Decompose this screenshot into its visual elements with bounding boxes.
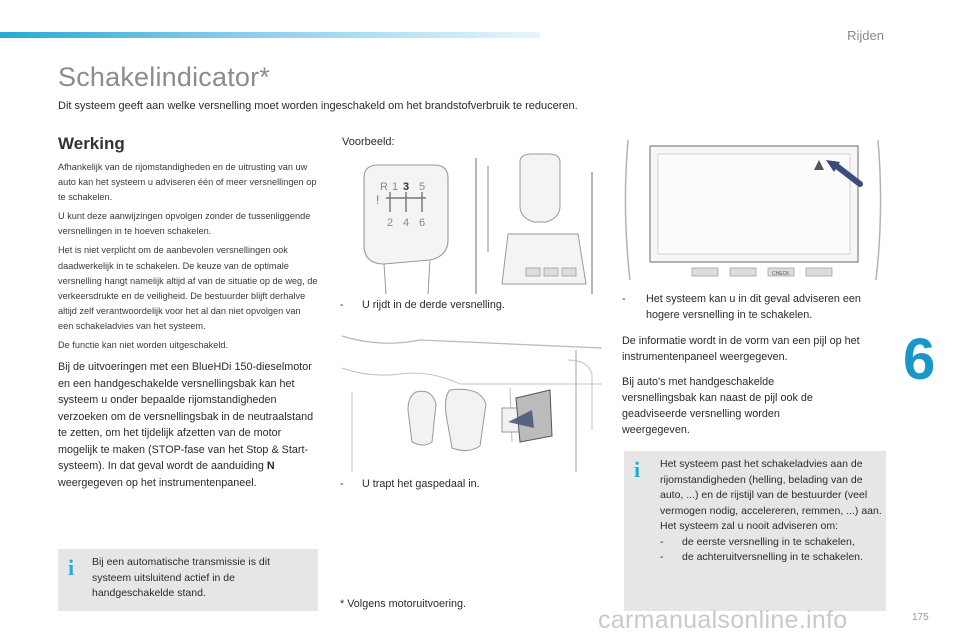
page-title: Schakelindicator*	[58, 62, 271, 92]
werking-paragraph-3: Het is niet verplicht om de aanbevolen versnellingen ook daadwerkelijk in te schakelen. De keuze van de optimale versnelling hangt namelijk altijd af van de situatie op de weg, de verkeersdrukte en de veiligheid. De bestuurder blijft derhalve altijd zelf verantwoordelijk voor het al dan niet opvolgen van een schakeladvies van het systeem.	[58, 245, 318, 331]
pedals-illustration	[340, 330, 602, 472]
caption-accelerator	[340, 478, 480, 490]
bluehdi-text-end: weergegeven op het instrumentenpaneel.	[58, 476, 257, 489]
bluehdi-n-indicator: N	[266, 460, 275, 473]
caption-third-gear	[340, 299, 505, 311]
arrow-info-paragraph: De informatie wordt in de vorm van een pijl op het instrumentenpaneel weergegeven.	[622, 335, 860, 363]
bluehdi-paragraph	[58, 359, 318, 491]
info-adaptive-item-2-text: de achteruitversnelling in te schakelen.	[682, 551, 863, 563]
gear-label-1: 1	[392, 181, 399, 193]
gear-lever-illustration	[340, 152, 602, 294]
info-adaptive-line-2: Het systeem zal u nooit adviseren om:	[660, 520, 838, 532]
check-button-label: CHECK	[772, 271, 790, 277]
instrument-panel-illustration	[622, 140, 884, 280]
gear-label-r: R	[380, 181, 388, 193]
gear-knob-drawing	[340, 152, 602, 294]
info-box-adaptive	[624, 451, 886, 611]
werking-paragraph-2: U kunt deze aanwijzingen opvolgen zonder de tussenliggende versnellingen in te hoeven schakelen.	[58, 211, 311, 237]
section-label: Rijden	[847, 28, 884, 43]
gear-label-4: 4	[403, 217, 410, 229]
gear-label-excl: !	[376, 193, 380, 207]
pedals-drawing	[340, 330, 602, 472]
footnote: * Volgens motoruitvoering.	[340, 598, 467, 610]
werking-heading: Werking	[58, 134, 125, 153]
info-box-automatic	[58, 549, 318, 611]
caption-accelerator-text: U trapt het gaspedaal in.	[362, 478, 480, 490]
gear-label-3: 3	[403, 181, 410, 193]
instrument-panel-drawing	[622, 140, 884, 280]
info-icon: i	[634, 457, 641, 482]
werking-column	[58, 134, 318, 491]
intro-text: Dit systeem geeft aan welke versnelling moet worden ingeschakeld om het brandstofverbruik te reduceren.	[58, 100, 578, 112]
gear-label-2: 2	[387, 217, 394, 229]
caption-dash: -	[340, 478, 344, 490]
header-accent-bar	[0, 32, 540, 38]
page-number: 175	[912, 612, 929, 623]
info-icon: i	[68, 555, 75, 580]
manual-gearbox-paragraph: Bij auto's met handgeschakelde versnellingsbak kan naast de pijl ook de geadviseerde versnelling worden weergegeven.	[622, 376, 813, 436]
info-adaptive-item-2	[660, 550, 882, 566]
werking-paragraph-1: Afhankelijk van de rijomstandigheden en de uitrusting van uw auto kan het systeem u adviseren één of meer versnellingen op te schakelen.	[58, 162, 317, 203]
werking-paragraph-4: De functie kan niet worden uitgeschakeld.	[58, 340, 229, 351]
caption-higher-gear	[622, 291, 884, 323]
info-adaptive-item-1	[660, 535, 882, 551]
watermark: carmanualsonline.info	[598, 606, 848, 634]
bluehdi-text: Bij de uitvoeringen met een BlueHDi 150-dieselmotor en een handgeschakelde versnellingsbak kan het systeem u onder bepaalde rijomstandigheden verzoeken om de versnellingsbak in de neutraalstand te zetten, om het tijdelijk afzetten van de motor mogelijk te maken (STOP-fase van het Stop & Start-systeem). In dat geval wordt de aanduiding	[58, 361, 314, 473]
caption-higher-gear-text: Het systeem kan u in dit geval adviseren een hogere versnelling in te schakelen.	[646, 293, 861, 321]
info-adaptive-content	[660, 457, 882, 566]
info-adaptive-item-1-text: de eerste versnelling in te schakelen,	[682, 535, 855, 548]
info-automatic-text: Bij een automatische transmissie is dit systeem uitsluitend actief in de handgeschakelde stand.	[92, 556, 270, 599]
gear-label-5: 5	[419, 181, 426, 193]
chapter-number: 6	[903, 327, 936, 392]
info-adaptive-line-1: Het systeem past het schakeladvies aan de rijomstandigheden (helling, belading van de auto, ...) en de rijstijl van de bestuurder (veel vermogen nodig, accelereren, remmen, ...) aan.	[660, 458, 882, 517]
voorbeeld-label: Voorbeeld:	[342, 136, 395, 148]
item-dash: -	[660, 535, 664, 548]
caption-third-gear-text: U rijdt in de derde versnelling.	[362, 299, 505, 311]
item-dash: -	[660, 551, 664, 563]
gear-label-6: 6	[419, 217, 426, 229]
caption-dash: -	[622, 293, 626, 305]
caption-dash: -	[340, 299, 344, 311]
